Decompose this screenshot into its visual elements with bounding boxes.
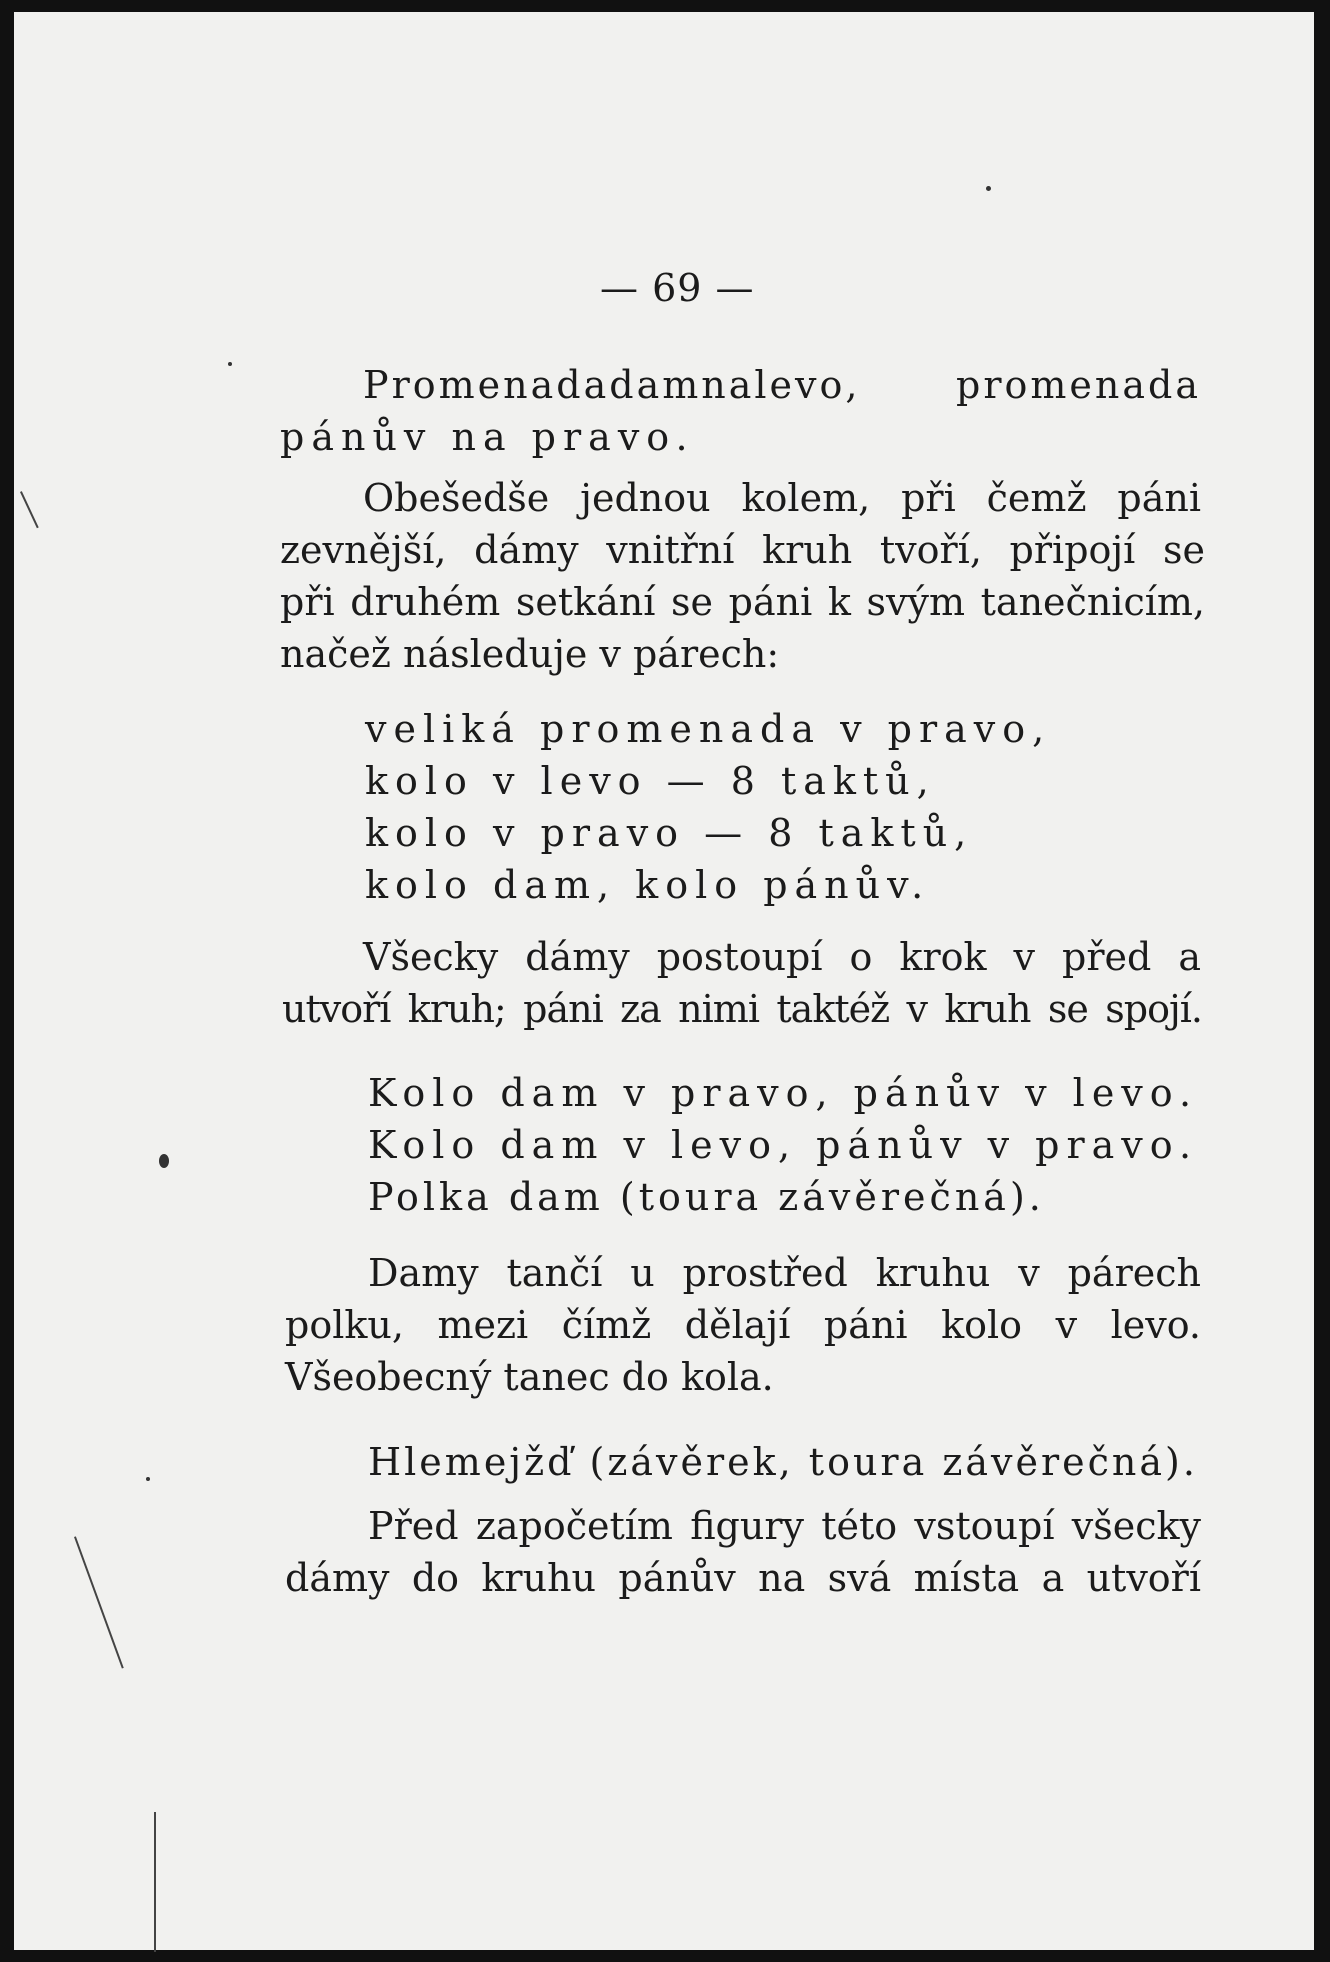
page-number: — 69 — [600,266,755,310]
text-line: Damy tančí u prostřed kruhu v párech [368,1251,1201,1295]
text-line: Před započetím figury této vstoupí všecky [368,1504,1201,1548]
text-line: kolo v pravo — 8 taktů, [365,811,974,855]
dust-speck [146,1477,150,1481]
text-line: polku, mezi čímž dělají páni kolo v levo. [285,1303,1201,1347]
text-line: při druhém setkání se páni k svým tanečnicím, [280,580,1205,624]
text-line: kolo dam, kolo pánův. [365,863,931,907]
dust-speck [986,186,991,191]
text-line: Kolo dam v pravo, pánův v levo. [368,1071,1199,1115]
scan-scratch [20,491,39,528]
scan-scratch [74,1536,124,1668]
scan-top-border [0,0,1330,12]
scan-bottom-border [0,1948,1330,1962]
text-line: Hlemejžď (závěrek, toura závěrečná). [368,1440,1198,1484]
text-line: kolo v levo — 8 taktů, [365,759,936,803]
text-line: zevnější, dámy vnitřní kruh tvoří, připojí se [280,528,1205,572]
text-line: dámy do kruhu pánův na svá místa a utvoří [285,1556,1201,1600]
dust-speck [159,1154,169,1168]
text-line: utvoří kruh; páni za nimi taktéž v kruh se spojí. [282,987,1202,1031]
dust-speck [228,362,232,366]
text-line: Všeobecný tanec do kola. [285,1355,774,1399]
scan-scratch [154,1812,156,1952]
text-line: Obešedše jednou kolem, při čemž páni [363,476,1201,520]
text-line: Promenadadamnalevo, promenada [363,363,1201,407]
text-line: Kolo dam v levo, pánův v pravo. [368,1123,1199,1167]
text-line: veliká promenada v pravo, [365,707,1052,751]
text-line: Všecky dámy postoupí o krok v před a [363,935,1201,979]
text-line: Polka dam (toura závěrečná). [368,1175,1045,1219]
text-line: načež následuje v párech: [280,632,780,676]
text-line: pánův na pravo. [280,415,695,459]
